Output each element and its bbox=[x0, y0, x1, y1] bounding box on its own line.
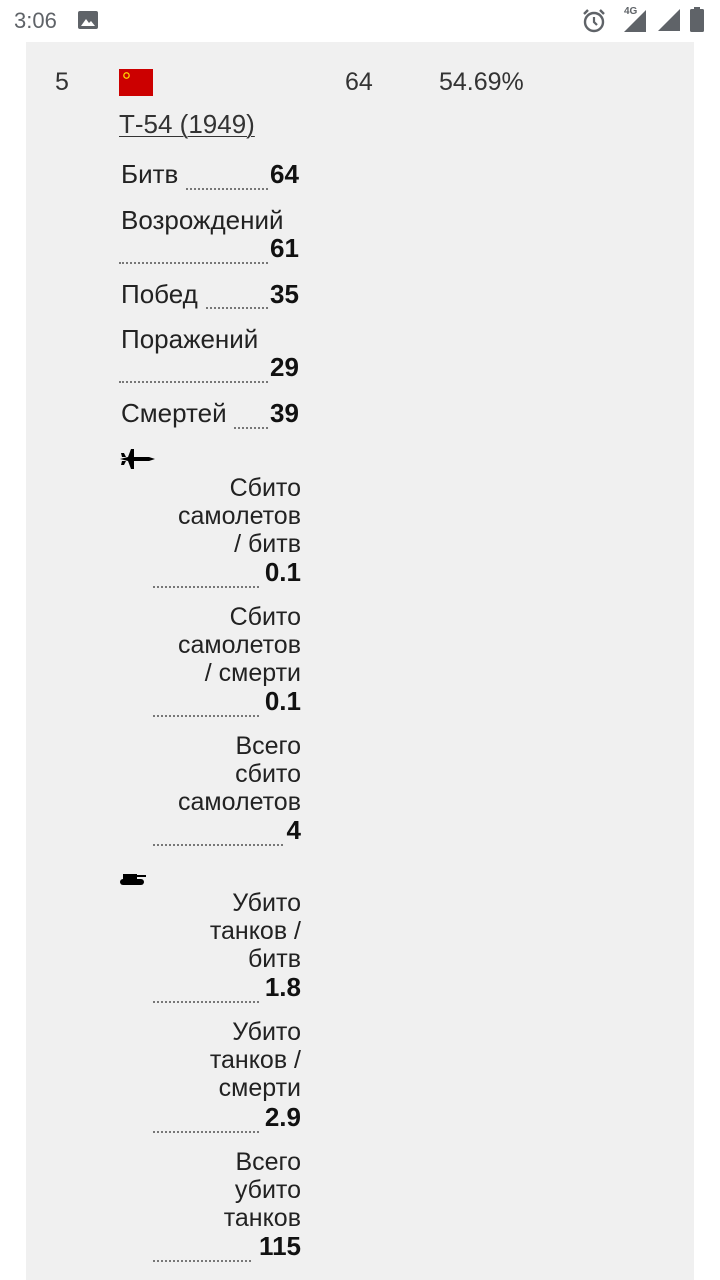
deaths-label: Смертей bbox=[121, 398, 227, 428]
battles-label: Битв bbox=[121, 159, 179, 189]
defeats-label: Поражений bbox=[121, 324, 259, 354]
leader-dots bbox=[119, 262, 268, 264]
leader-dots bbox=[119, 381, 268, 383]
plane-icon bbox=[119, 447, 157, 471]
tank-icon bbox=[119, 869, 147, 887]
tank-name-link[interactable]: Т-54 (1949) bbox=[119, 109, 255, 139]
air-kills-per-death-label: Сбито самолетов / смерти bbox=[178, 603, 301, 687]
rank-cell: 5 bbox=[55, 68, 69, 96]
hammer-sickle-icon bbox=[122, 71, 131, 80]
signal-icon bbox=[655, 8, 681, 32]
leader-dots bbox=[186, 188, 268, 190]
ussr-flag bbox=[119, 69, 153, 96]
ground-kills-per-death-value: 2.9 bbox=[264, 1102, 301, 1132]
ground-kills-per-battle-label: Убито танков / битв bbox=[209, 889, 301, 973]
air-kills-per-battle-label: Сбито самолетов / битв bbox=[178, 474, 301, 558]
alarm-icon bbox=[581, 8, 607, 34]
defeats-value: 29 bbox=[270, 352, 299, 382]
respawns-label: Возрождений bbox=[121, 205, 284, 235]
ground-kills-total-label: Всего убито танков bbox=[223, 1148, 301, 1232]
network-type-label: 4G bbox=[624, 6, 638, 17]
air-kills-total-value: 4 bbox=[286, 815, 301, 845]
air-kills-total-label: Всего сбито самолетов bbox=[178, 732, 301, 816]
status-bar bbox=[0, 0, 720, 42]
status-time: 3:06 bbox=[14, 8, 57, 33]
respawns-value: 61 bbox=[270, 233, 299, 263]
image-icon bbox=[78, 11, 98, 29]
battles-value: 64 bbox=[270, 159, 299, 189]
winrate-cell: 54.69% bbox=[439, 68, 524, 96]
ground-kills-per-death-label: Убито танков / смерти bbox=[209, 1018, 301, 1102]
deaths-value: 39 bbox=[270, 398, 299, 428]
ground-kills-per-battle-value: 1.8 bbox=[264, 972, 301, 1002]
battles-cell: 64 bbox=[345, 68, 373, 96]
air-kills-per-death-value: 0.1 bbox=[264, 686, 301, 716]
battery-icon bbox=[690, 7, 704, 32]
leader-dots bbox=[153, 1260, 251, 1262]
wins-label: Побед bbox=[121, 279, 198, 309]
ground-kills-total-value: 115 bbox=[259, 1231, 301, 1261]
air-kills-per-battle-value: 0.1 bbox=[264, 557, 301, 587]
leader-dots bbox=[234, 427, 268, 429]
leader-dots bbox=[206, 307, 268, 309]
wins-value: 35 bbox=[270, 279, 299, 309]
